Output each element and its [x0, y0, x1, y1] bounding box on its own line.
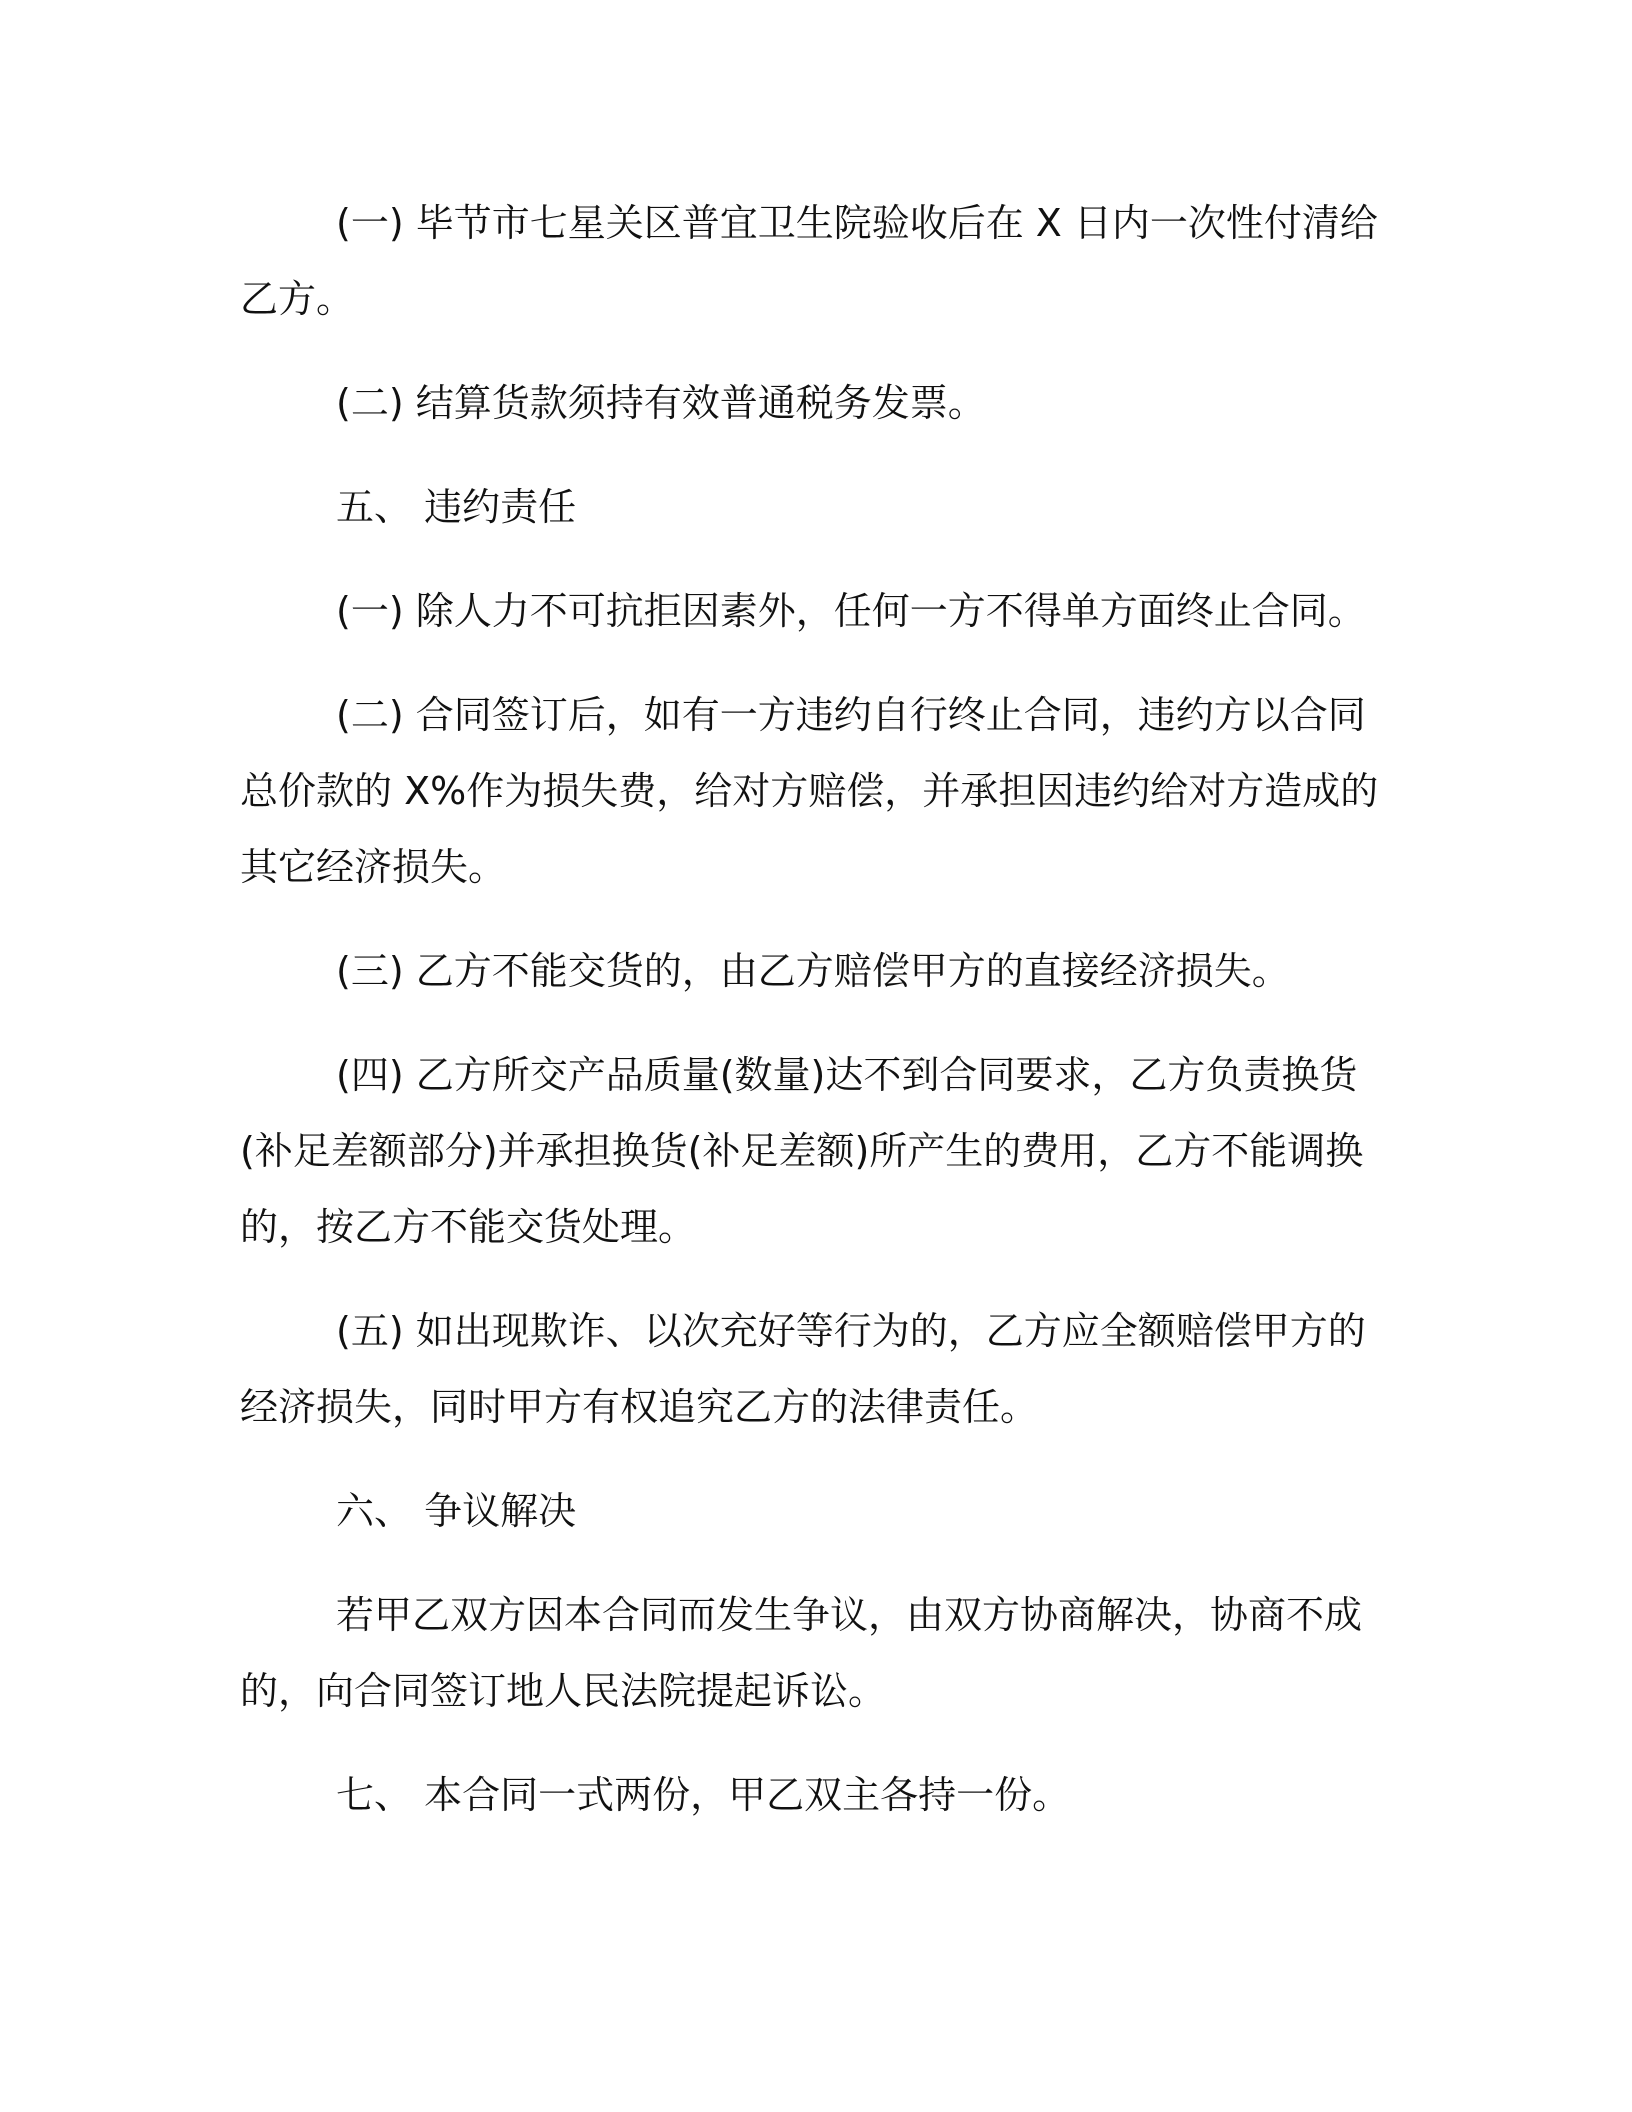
clause-breach-4: (四) 乙方所交产品质量(数量)达不到合同要求，乙方负责换货(补足差额部分)并承担换货(补足差额)所产生的费用，乙方不能调换的，按乙方不能交货处理。	[240, 1053, 1364, 1249]
clause-dispute-1: 若甲乙双方因本合同而发生争议，由双方协商解决，协商不成的，向合同签订地人民法院提起诉讼。	[240, 1593, 1363, 1713]
clause-payment-2: (二) 结算货款须持有效普通税务发票。	[336, 381, 986, 425]
section-heading-dispute: 六、 争议解决	[336, 1489, 577, 1533]
clause-breach-3: (三) 乙方不能交货的，由乙方赔偿甲方的直接经济损失。	[336, 949, 1290, 993]
section-heading-breach: 五、 违约责任	[336, 485, 577, 529]
clause-breach-1: (一) 除人力不可抗拒因素外，任何一方不得单方面终止合同。	[336, 589, 1366, 633]
clause-payment-1: (一) 毕节市七星关区普宜卫生院验收后在 X 日内一次性付清给乙方。	[240, 201, 1378, 321]
clause-copies: 七、 本合同一式两份，甲乙双主各持一份。	[336, 1773, 1071, 1817]
clause-breach-2: (二) 合同签订后，如有一方违约自行终止合同，违约方以合同总价款的 X%作为损失费，给对方赔偿，并承担因违约给对方造成的其它经济损失。	[240, 693, 1379, 889]
document-body	[240, 185, 1400, 1861]
clause-breach-5: (五) 如出现欺诈、以次充好等行为的，乙方应全额赔偿甲方的经济损失，同时甲方有权追究乙方的法律责任。	[240, 1309, 1366, 1429]
